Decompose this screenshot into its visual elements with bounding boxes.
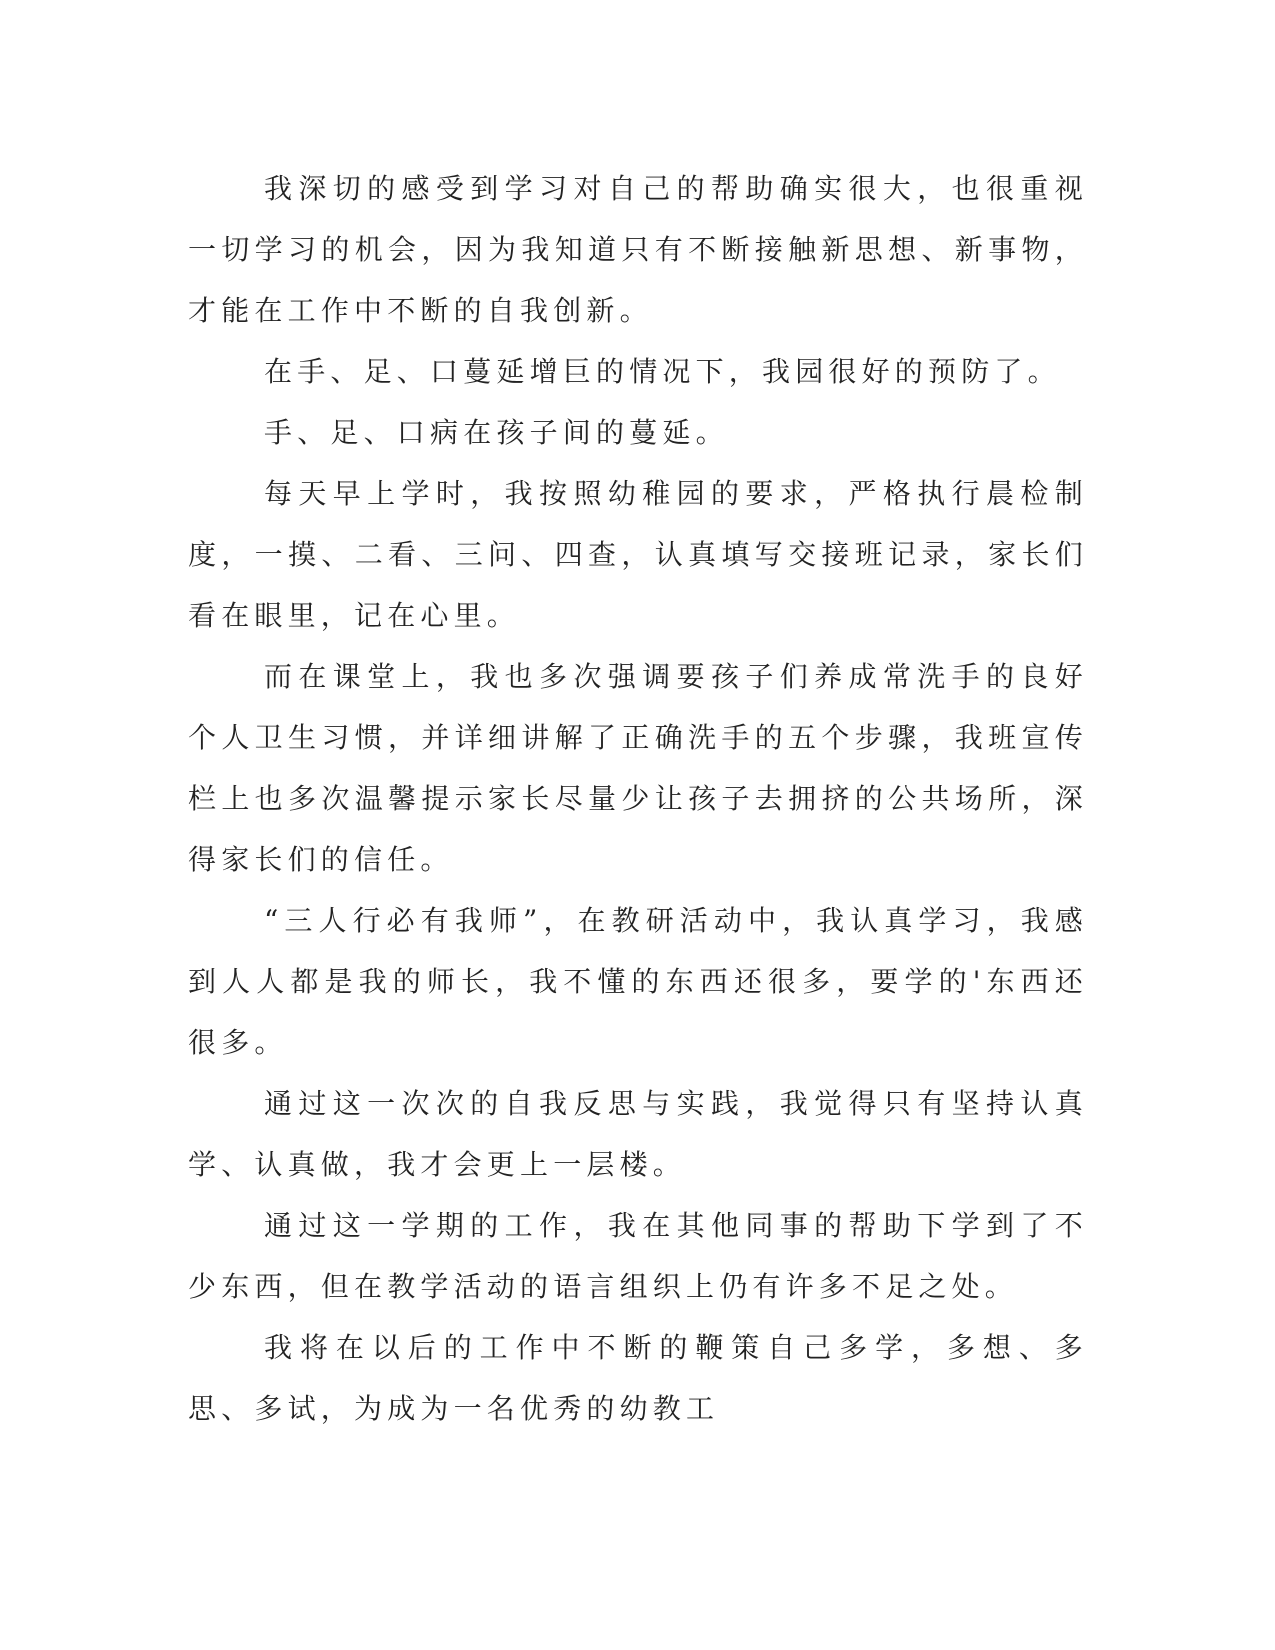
paragraph-3: 手、足、口病在孩子间的蔓延。: [264, 416, 729, 449]
paragraph-8: 通过这一学期的工作，我在其他同事的帮助下学到了不少东西，但在教学活动的语言组织上仍有许多不足之处。: [188, 1209, 1088, 1303]
paragraph-6: “三人行必有我师”，在教研活动中，我认真学习，我感到人人都是我的师长，我不懂的东西还很多，要学的'东西还很多。: [188, 904, 1088, 1059]
paragraph-9: 我将在以后的工作中不断的鞭策自己多学，多想、多思、多试，为成为一名优秀的幼教工: [188, 1331, 1088, 1425]
paragraph-4: 每天早上学时，我按照幼稚园的要求，严格执行晨检制度，一摸、二看、三问、四查，认真填写交接班记录，家长们看在眼里，记在心里。: [188, 477, 1088, 632]
document-body: [188, 158, 1088, 1439]
paragraph-5: 而在课堂上，我也多次强调要孩子们养成常洗手的良好个人卫生习惯，并详细讲解了正确洗手的五个步骤，我班宣传栏上也多次温馨提示家长尽量少让孩子去拥挤的公共场所，深得家长们的信任。: [188, 660, 1088, 876]
paragraph-2: 在手、足、口蔓延增巨的情况下，我园很好的预防了。: [264, 355, 1061, 388]
paragraph-7: 通过这一次次的自我反思与实践，我觉得只有坚持认真学、认真做，我才会更上一层楼。: [188, 1087, 1088, 1181]
paragraph-1: 我深切的感受到学习对自己的帮助确实很大，也很重视一切学习的机会，因为我知道只有不断接触新思想、新事物，才能在工作中不断的自我创新。: [188, 172, 1088, 327]
